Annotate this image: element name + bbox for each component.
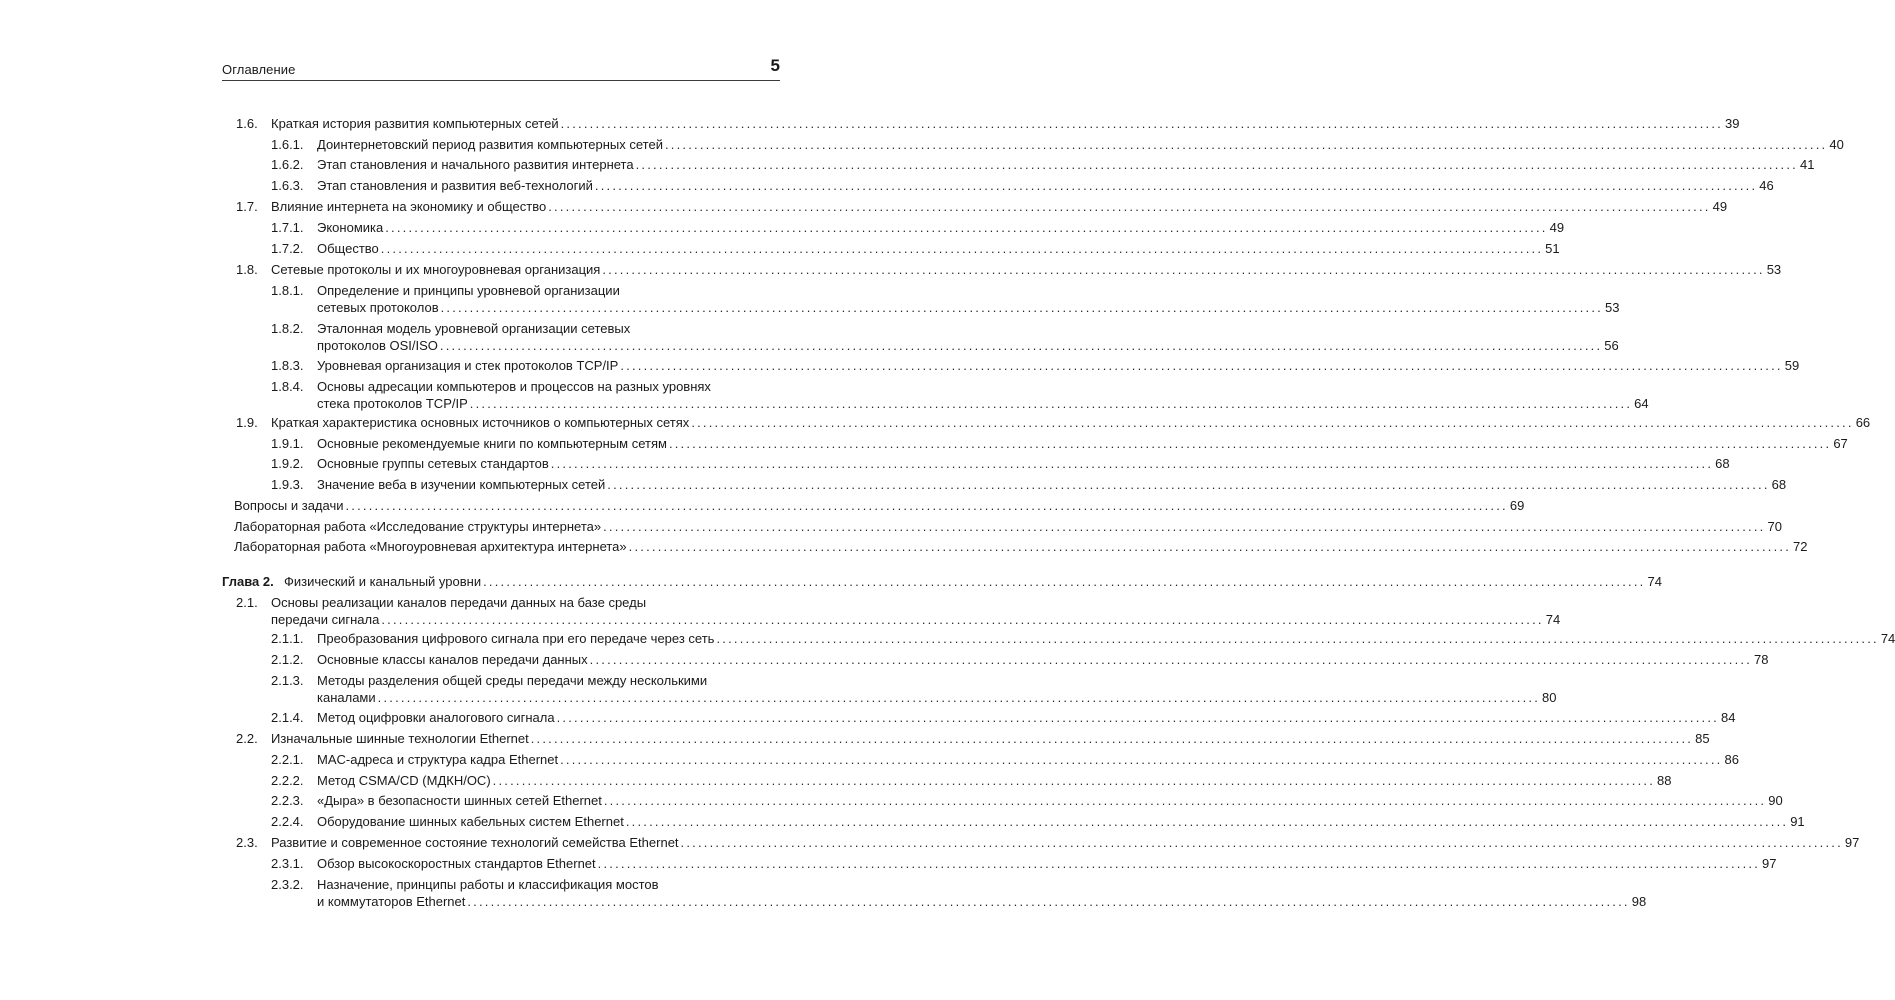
toc-entry[interactable] — [234, 538, 1808, 557]
toc-entry-page: 72 — [1793, 539, 1808, 554]
toc-entry-title: MAC-адреса и структура кадра Ethernet — [317, 752, 559, 767]
toc-entry-number: 2.2.3. — [271, 793, 304, 808]
toc-entry-body — [317, 876, 1647, 910]
toc-entry-body — [284, 573, 1662, 590]
toc-entry[interactable] — [271, 813, 1805, 832]
dot-leader: ........................................................................................................................................................................................................ — [548, 199, 1711, 214]
toc-entry[interactable] — [271, 177, 1774, 196]
toc-entry-number: 2.1. — [236, 595, 258, 610]
toc-entry[interactable] — [271, 876, 1647, 912]
toc-entry-page: 74 — [1647, 574, 1662, 589]
toc-entry-title: Физический и канальный уровни — [284, 574, 482, 589]
toc-entry-number: 1.9.2. — [271, 456, 304, 471]
toc-entry-title: стека протоколов TCP/IP — [317, 396, 468, 411]
toc-entry-leader-row — [317, 772, 1672, 789]
toc-entry-page: 53 — [1766, 262, 1782, 277]
dot-leader: ........................................................................................................................................................................................................ — [560, 116, 1723, 131]
toc-entry[interactable] — [271, 156, 1815, 175]
toc-entry-title: Краткая история развития компьютерных сетей — [271, 116, 559, 131]
toc-entry-title-line: Основы реализации каналов передачи данных на базе среды — [271, 595, 647, 610]
toc-entry-title: Метод оцифровки аналогового сигнала — [317, 710, 555, 725]
toc-entry-page: 74 — [1880, 631, 1895, 646]
toc-entry-title: Сетевые протоколы и их многоуровневая организация — [271, 262, 601, 277]
toc-entry-leader-row — [317, 357, 1800, 374]
toc-entry-title: Изначальные шинные технологии Ethernet — [271, 731, 529, 746]
toc-entry-leader-row — [317, 136, 1844, 153]
toc-entry-title: Метод CSMA/CD (МДКН/ОС) — [317, 773, 491, 788]
toc-entry-title: Основные классы каналов передачи данных — [317, 652, 588, 667]
dot-leader: ........................................................................................................................................................................................................ — [483, 574, 1646, 589]
toc-entry[interactable] — [271, 476, 1787, 495]
toc-entry[interactable] — [236, 414, 1871, 433]
toc-entry-body — [317, 672, 1557, 706]
toc-entry[interactable] — [271, 709, 1736, 728]
toc-entry-body — [271, 261, 1782, 278]
toc-entry-page: 53 — [1604, 300, 1620, 315]
toc-entry-body — [271, 834, 1860, 851]
toc-entry[interactable] — [236, 261, 1782, 280]
toc-entry[interactable] — [271, 855, 1777, 874]
toc-entry-number: 2.2. — [236, 731, 258, 746]
toc-entry-body — [317, 792, 1783, 809]
toc-entry[interactable] — [271, 357, 1800, 376]
toc-entry-body — [317, 177, 1774, 194]
toc-entry-page: 88 — [1657, 773, 1672, 788]
toc-entry-leader-row — [317, 299, 1620, 316]
dot-leader: ........................................................................................................................................................................................................ — [594, 178, 1758, 193]
toc-entry-body — [234, 518, 1782, 535]
toc-entry-title: и коммутаторов Ethernet — [317, 894, 466, 909]
dot-leader: ........................................................................................................................................................................................................ — [680, 835, 1843, 850]
toc-entry-title: Этап становления и развития веб-технологий — [317, 178, 593, 193]
toc-entry-body — [317, 772, 1672, 789]
toc-entry-body — [317, 630, 1895, 647]
dot-leader: ........................................................................................................................................................................................................ — [664, 137, 1828, 152]
toc-entry-title: Лабораторная работа «Многоуровневая архитектура интернета» — [234, 539, 627, 554]
dot-leader: ........................................................................................................................................................................................................ — [691, 415, 1854, 430]
page-number: 5 — [770, 56, 780, 75]
toc-entry-title: Развитие и современное состояние технологий семейства Ethernet — [271, 835, 679, 850]
toc-entry[interactable] — [234, 518, 1782, 537]
toc-entry-title: Оборудование шинных кабельных систем Ethernet — [317, 814, 624, 829]
toc-entry-leader-row — [271, 730, 1710, 747]
toc-entry-page: 97 — [1762, 856, 1777, 871]
toc-entry-title: Общество — [317, 241, 379, 256]
toc-entry-leader-row — [317, 395, 1649, 412]
toc-entry-number: 2.3. — [236, 835, 258, 850]
dot-leader: ........................................................................................................................................................................................................ — [620, 358, 1783, 373]
dot-leader: ........................................................................................................................................................................................................ — [469, 396, 1633, 411]
toc-entry-page: 70 — [1767, 519, 1782, 534]
dot-leader: ........................................................................................................................................................................................................ — [625, 814, 1789, 829]
dot-leader: ........................................................................................................................................................................................................ — [439, 338, 1603, 353]
toc-entry[interactable] — [271, 792, 1783, 811]
toc-entry[interactable] — [271, 282, 1620, 318]
toc-entry-body — [317, 378, 1649, 412]
toc-entry-number: 1.8.4. — [271, 379, 304, 394]
toc-entry-leader-row — [317, 435, 1848, 452]
toc-entry[interactable] — [234, 497, 1525, 516]
dot-leader: ........................................................................................................................................................................................................ — [467, 894, 1630, 909]
dot-leader: ........................................................................................................................................................................................................ — [345, 498, 1508, 513]
toc-entry-number: 2.2.4. — [271, 814, 304, 829]
toc-entry-body — [234, 538, 1808, 555]
toc-entry-leader-row — [317, 455, 1730, 472]
toc-entry-leader-row — [271, 198, 1728, 215]
toc-entry-page: 98 — [1631, 894, 1647, 909]
toc-entry[interactable] — [271, 240, 1560, 259]
dot-leader: ........................................................................................................................................................................................................ — [550, 456, 1714, 471]
toc-entry-body — [271, 730, 1710, 747]
toc-entry[interactable] — [236, 834, 1860, 853]
toc-entry-body — [317, 156, 1815, 173]
toc-entry-title-line: Основы адресации компьютеров и процессов на разных уровнях — [317, 379, 711, 394]
toc-entry-page: 90 — [1768, 793, 1783, 808]
toc-entry[interactable] — [271, 219, 1565, 238]
header-title: Оглавление — [222, 62, 296, 77]
toc-entry-page: 56 — [1604, 338, 1619, 353]
toc-entry-body — [317, 240, 1560, 257]
toc-entry-leader-row — [317, 337, 1619, 354]
toc-entry-title-line: Определение и принципы уровневой организации — [317, 283, 620, 298]
dot-leader: ........................................................................................................................................................................................................ — [628, 539, 1792, 554]
dot-leader: ........................................................................................................................................................................................................ — [377, 690, 1541, 705]
toc-entry[interactable] — [271, 455, 1730, 474]
toc-entry-page: 46 — [1759, 178, 1774, 193]
toc-entry[interactable] — [271, 320, 1619, 356]
toc-entry-page: 67 — [1833, 436, 1848, 451]
dot-leader: ........................................................................................................................................................................................................ — [440, 300, 1603, 315]
dot-leader: ........................................................................................................................................................................................................ — [492, 773, 1656, 788]
toc-entry[interactable] — [271, 435, 1848, 454]
toc-entry-leader-row — [317, 709, 1736, 726]
toc-entry[interactable] — [236, 115, 1740, 134]
toc-entry[interactable] — [271, 772, 1672, 791]
dot-leader: ........................................................................................................................................................................................................ — [380, 241, 1544, 256]
toc-entry-title: Этап становления и начального развития интернета — [317, 157, 634, 172]
dot-leader: ........................................................................................................................................................................................................ — [560, 752, 1723, 767]
toc-entry-leader-row — [317, 240, 1560, 257]
toc-entry-page: 68 — [1715, 456, 1730, 471]
toc-entry-leader-row — [317, 792, 1783, 809]
toc-entry-number: 1.9. — [236, 415, 258, 430]
toc-entry-leader-row — [317, 813, 1805, 830]
toc-entry[interactable] — [236, 730, 1710, 749]
toc-entry-page: 39 — [1724, 116, 1740, 131]
toc-entry[interactable] — [271, 630, 1895, 649]
toc-entry-body — [271, 115, 1740, 132]
toc-entry-body — [234, 497, 1525, 514]
toc-entry-page: 91 — [1790, 814, 1805, 829]
toc-entry-title: Доинтернетовский период развития компьютерных сетей — [317, 137, 663, 152]
toc-entry-title: передачи сигнала — [271, 612, 380, 627]
toc-entry-leader-row — [234, 518, 1782, 535]
dot-leader: ........................................................................................................................................................................................................ — [556, 710, 1719, 725]
toc-entry-page: 40 — [1829, 137, 1844, 152]
dot-leader: ........................................................................................................................................................................................................ — [603, 793, 1767, 808]
toc-entry-number: 1.8.3. — [271, 358, 304, 373]
toc-entry-title: Вопросы и задачи — [234, 498, 344, 513]
toc-entry-page: 59 — [1784, 358, 1800, 373]
toc-entry-body — [317, 455, 1730, 472]
toc-entry-page: 69 — [1509, 498, 1525, 513]
toc-entry-page: 64 — [1634, 396, 1649, 411]
toc-entry-title: каналами — [317, 690, 376, 705]
toc-entry-number: 1.6. — [236, 116, 258, 131]
toc-entry-number: 1.6.1. — [271, 137, 304, 152]
toc-entry-number: 1.8. — [236, 262, 258, 277]
toc-entry-title-line: Эталонная модель уровневой организации сетевых — [317, 321, 631, 336]
toc-entry-page: 80 — [1542, 690, 1557, 705]
toc-entry-title-line: Методы разделения общей среды передачи между несколькими — [317, 673, 708, 688]
toc-entry-leader-row — [317, 476, 1787, 493]
toc-entry-page: 51 — [1545, 241, 1560, 256]
toc-entry-body — [317, 136, 1844, 153]
dot-leader: ........................................................................................................................................................................................................ — [607, 477, 1770, 492]
toc-entry-leader-row — [317, 156, 1815, 173]
toc-entry-body — [271, 414, 1871, 431]
toc-entry-body — [317, 651, 1769, 668]
toc-entry-title: Основные группы сетевых стандартов — [317, 456, 549, 471]
toc-entry-number: 1.6.2. — [271, 157, 304, 172]
toc-entry-title: Лабораторная работа «Исследование структуры интернета» — [234, 519, 602, 534]
toc-entry[interactable] — [271, 378, 1649, 414]
toc-entry-page: 49 — [1712, 199, 1728, 214]
toc-entry-title: Экономика — [317, 220, 384, 235]
toc-entry-leader-row — [317, 219, 1565, 236]
toc-entry-body — [317, 435, 1848, 452]
toc-entry-body — [317, 320, 1619, 354]
dot-leader: ........................................................................................................................................................................................................ — [635, 157, 1798, 172]
dot-leader: ........................................................................................................................................................................................................ — [589, 652, 1753, 667]
toc-entry-leader-row — [234, 538, 1808, 555]
toc-entry-leader-row — [271, 261, 1782, 278]
toc-entry[interactable] — [236, 594, 1561, 630]
toc-entry-page: 49 — [1549, 220, 1565, 235]
toc-entry-number: 1.6.3. — [271, 178, 304, 193]
toc-entry-page: 41 — [1799, 157, 1815, 172]
toc-entry-title: «Дыра» в безопасности шинных сетей Ethernet — [317, 793, 602, 808]
dot-leader: ........................................................................................................................................................................................................ — [530, 731, 1694, 746]
toc-entry-leader-row — [317, 855, 1777, 872]
dot-leader: ........................................................................................................................................................................................................ — [603, 519, 1766, 534]
toc-entry-number: 2.1.1. — [271, 631, 304, 646]
toc-entry-number: 2.2.1. — [271, 752, 304, 767]
toc-entry-body — [271, 594, 1561, 628]
toc-entry-body — [317, 219, 1565, 236]
toc-entry-leader-row — [271, 414, 1871, 431]
toc-entry-number: 2.1.3. — [271, 673, 304, 688]
toc-entry-leader-row — [317, 651, 1769, 668]
toc-entry-title: Обзор высокоскоростных стандартов Ethernet — [317, 856, 596, 871]
toc-entry-title: Значение веба в изучении компьютерных сетей — [317, 477, 606, 492]
toc-entry-page: 84 — [1720, 710, 1736, 725]
toc-entry-title: Краткая характеристика основных источников о компьютерных сетях — [271, 415, 690, 430]
toc-entry-number: 1.8.1. — [271, 283, 304, 298]
toc-entry-title: Преобразования цифрового сигнала при его передаче через сеть — [317, 631, 715, 646]
dot-leader: ........................................................................................................................................................................................................ — [597, 856, 1761, 871]
toc-entry-body — [317, 855, 1777, 872]
toc-entry-leader-row — [284, 573, 1662, 590]
toc-entry-leader-row — [317, 893, 1647, 910]
toc-entry-number: 2.1.2. — [271, 652, 304, 667]
dot-leader: ........................................................................................................................................................................................................ — [602, 262, 1765, 277]
toc-entry-leader-row — [271, 115, 1740, 132]
toc-entry-title: Уровневая организация и стек протоколов TCP/IP — [317, 358, 619, 373]
toc-entry-page: 78 — [1754, 652, 1769, 667]
toc-entry[interactable] — [236, 198, 1728, 217]
toc-entry-number: 1.7.2. — [271, 241, 304, 256]
toc-entry-leader-row — [317, 689, 1557, 706]
toc-entry-leader-row — [317, 630, 1895, 647]
toc-entry-page: 74 — [1545, 612, 1561, 627]
toc-entry-number: 1.7.1. — [271, 220, 304, 235]
toc-entry-number: 2.1.4. — [271, 710, 304, 725]
toc-entry-leader-row — [271, 834, 1860, 851]
dot-leader: ........................................................................................................................................................................................................ — [716, 631, 1879, 646]
toc-entry[interactable] — [271, 672, 1557, 708]
toc-entry-leader-row — [234, 497, 1525, 514]
toc-entry-body — [317, 751, 1739, 768]
toc-entry-body — [317, 709, 1736, 726]
toc-entry-number: 1.8.2. — [271, 321, 304, 336]
toc-entry-leader-row — [317, 177, 1774, 194]
toc-entry-title-line: Назначение, принципы работы и классификация мостов — [317, 877, 659, 892]
toc-entry-body — [317, 282, 1620, 316]
toc-entry-number: 1.7. — [236, 199, 258, 214]
toc-entry[interactable] — [271, 651, 1769, 670]
toc-entry[interactable] — [271, 751, 1739, 770]
toc-entry[interactable] — [271, 136, 1844, 155]
toc-entry-page: 86 — [1724, 752, 1739, 767]
toc-entry-page: 85 — [1695, 731, 1710, 746]
toc-entry-body — [271, 198, 1728, 215]
dot-leader: ........................................................................................................................................................................................................ — [381, 612, 1544, 627]
dot-leader: ........................................................................................................................................................................................................ — [668, 436, 1832, 451]
toc-entry-leader-row — [317, 751, 1739, 768]
toc-entry-body — [317, 357, 1800, 374]
toc-entry-number: Глава 2. — [222, 574, 274, 589]
toc-entry-page: 66 — [1855, 415, 1871, 430]
toc-entry-number: 2.2.2. — [271, 773, 304, 788]
toc-entry[interactable] — [222, 573, 1662, 592]
toc-entry-body — [317, 476, 1787, 493]
toc-entry-number: 1.9.3. — [271, 477, 304, 492]
toc-entry-page: 68 — [1771, 477, 1787, 492]
toc-entry-title: протоколов OSI/ISO — [317, 338, 438, 353]
toc-entry-body — [317, 813, 1805, 830]
toc-entry-title: Влияние интернета на экономику и общество — [271, 199, 547, 214]
toc-entry-leader-row — [271, 611, 1561, 628]
toc-entry-page: 97 — [1844, 835, 1860, 850]
toc-entry-number: 2.3.1. — [271, 856, 304, 871]
toc-entry-title: Основные рекомендуемые книги по компьютерным сетям — [317, 436, 667, 451]
toc-entry-number: 2.3.2. — [271, 877, 304, 892]
toc-entry-title: сетевых протоколов — [317, 300, 439, 315]
dot-leader: ........................................................................................................................................................................................................ — [385, 220, 1548, 235]
toc-entry-number: 1.9.1. — [271, 436, 304, 451]
